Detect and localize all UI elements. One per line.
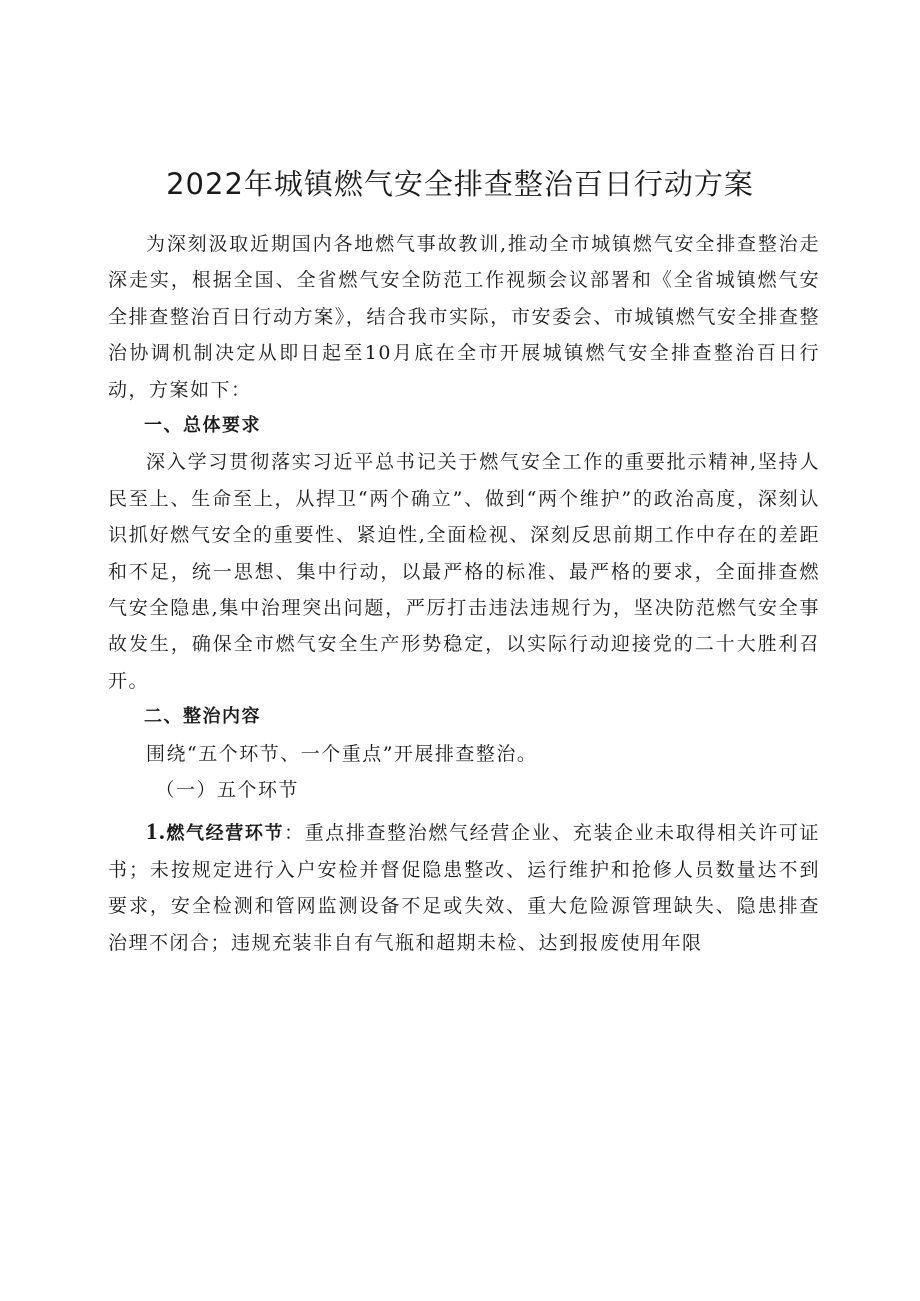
- item-text: ：重点排查整治燃气经营企业、充装企业未取得相关许可证书；未按规定进行入户安检并督促隐患整改、运行维护和抢修人员数量达不到要求，安全检测和管网监测设备不足或失效、重大危险源管理缺失、隐患排查治理不闭合；违规充装非自有气瓶和超期未检、达到报废使用年限: [108, 821, 820, 954]
- item-gas-operation: [108, 814, 820, 962]
- sub-heading-five-links: （一）五个环节: [155, 779, 300, 802]
- section-heading-rectification-content: 二、整治内容: [144, 706, 261, 728]
- section-heading-general-requirements: 一、总体要求: [144, 415, 261, 437]
- item-number: 1.: [146, 818, 167, 844]
- rectification-content-paragraph: 围绕“五个环节、一个重点”开展排查整治。: [146, 742, 538, 765]
- document-title: 2022年城镇燃气安全排查整治百日行动方案: [166, 167, 754, 201]
- item-label: 燃气经营环节: [166, 822, 285, 844]
- document-body: [108, 226, 820, 961]
- general-requirements-paragraph: 深入学习贯彻落实习近平总书记关于燃气安全工作的重要批示精神,坚持人民至上、生命至上，从捍卫“两个确立”、做到“两个维护”的政治高度，深刻认识抓好燃气安全的重要性、紧迫性,全面检视、深刻反思前期工作中存在的差距和不足，统一思想、集中行动，以最严格的标准、最严格的要求，全面排查燃气安全隐患,集中治理突出问题，严厉打击违法违规行为，坚决防范燃气安全事故发生，确保全市燃气安全生产形势稳定，以实际行动迎接党的二十大胜利召开。: [108, 451, 820, 692]
- intro-paragraph: 为深刻汲取近期国内各地燃气事故教训,推动全市城镇燃气安全排查整治走深走实，根据全国、全省燃气安全防范工作视频会议部署和《全省城镇燃气安全排查整治百日行动方案》，结合我市实际，市安委会、市城镇燃气安全排查整治协调机制决定从即日起至10月底在全市开展城镇燃气安全排查整治百日行动，方案如下：: [108, 233, 820, 401]
